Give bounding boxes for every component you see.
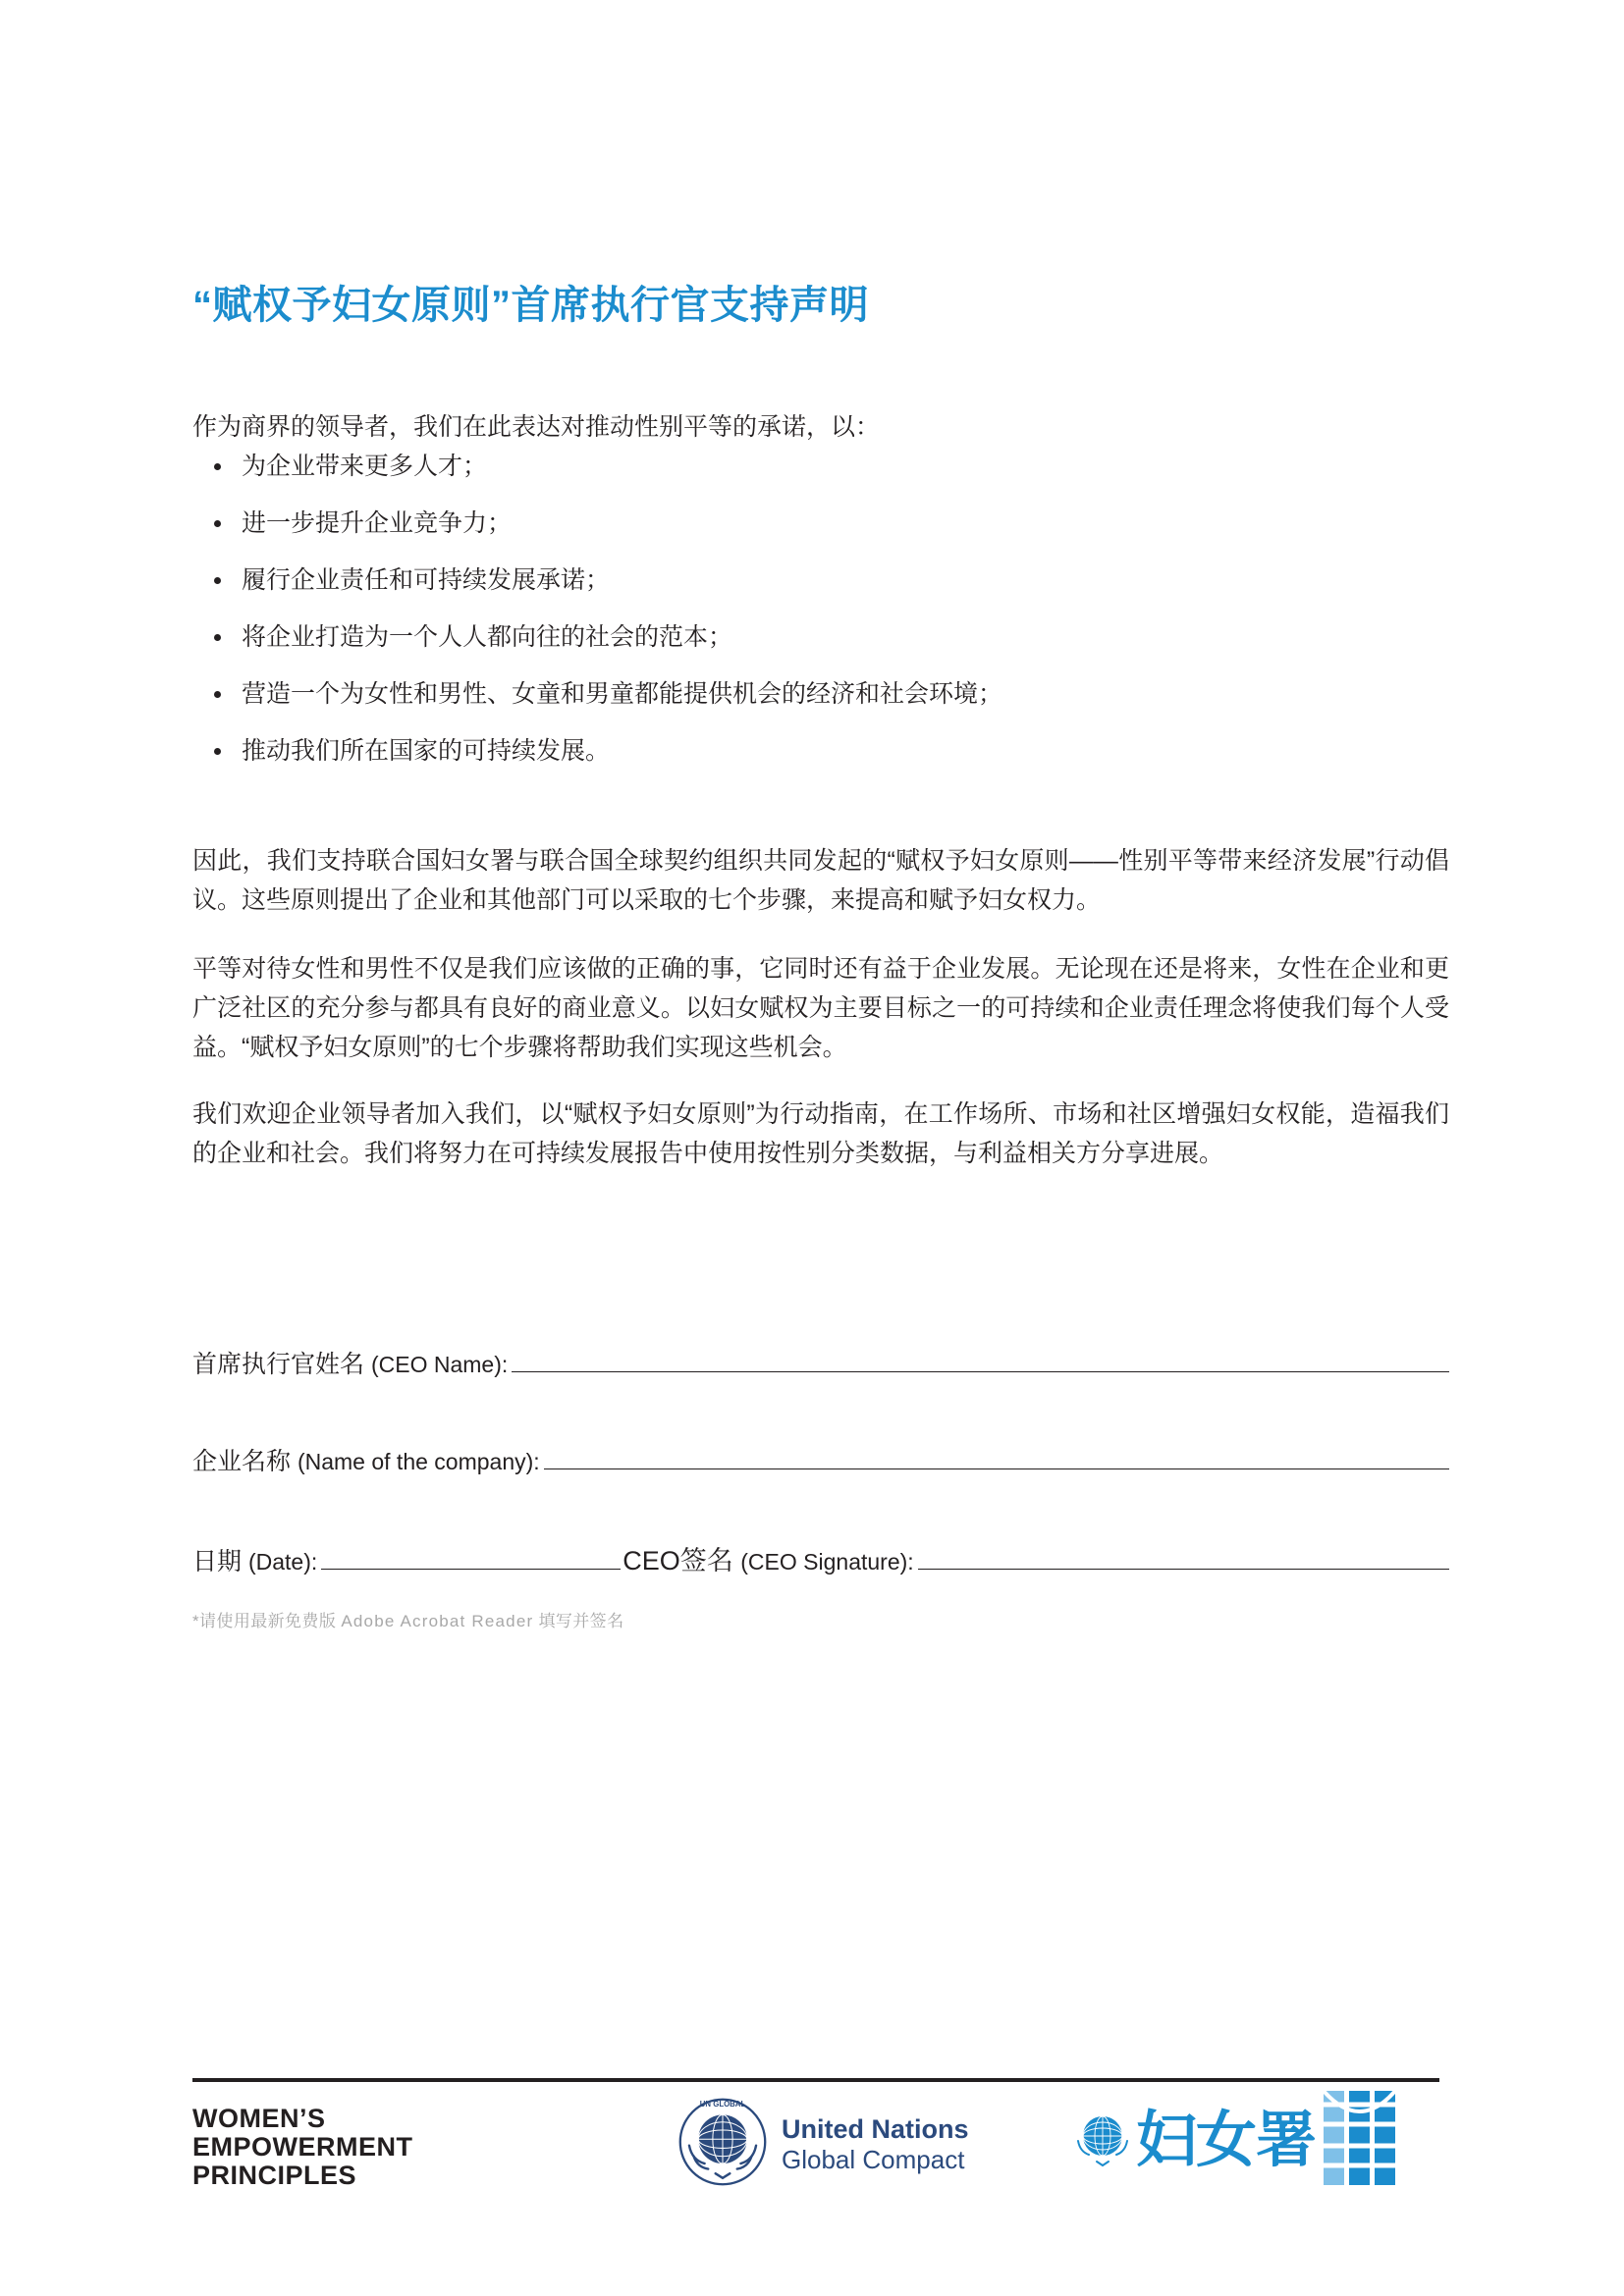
un-women-wordmark: 妇女署	[1136, 2106, 1317, 2174]
bullet-icon	[214, 748, 221, 755]
ungc-line-1: United Nations	[782, 2113, 969, 2144]
company-name-row	[192, 1442, 1449, 1477]
list-item	[192, 450, 1449, 483]
un-women-bars-icon	[1322, 2091, 1398, 2190]
footnote: *请使用最新免费版 Adobe Acrobat Reader 填写并签名	[192, 1612, 624, 1630]
date-label: 日期 (Date):	[192, 1548, 318, 1575]
intro-paragraph: 作为商界的领导者，我们在此表达对推动性别平等的承诺，以：	[192, 413, 881, 441]
bullet-icon	[214, 577, 221, 584]
ungc-line-2: Global Compact	[782, 2144, 965, 2174]
list-item	[192, 677, 1449, 711]
commitments-list	[192, 450, 1449, 791]
date-signature-row	[192, 1539, 1449, 1577]
list-item-label: 营造一个为女性和男性、女童和男童都能提供机会的经济和社会环境；	[242, 680, 1003, 708]
body-paragraph-3: 我们欢迎企业领导者加入我们，以“赋权予妇女原则”为行动指南，在工作场所、市场和社区增强妇女权能，造福我们的企业和社会。我们将努力在可持续发展报告中使用按性别分类数据，与利益相关方分享进展。	[192, 1100, 1449, 1167]
un-women-emblem-icon	[1073, 2109, 1132, 2172]
un-emblem-icon	[677, 2097, 768, 2192]
un-global-compact-wordmark	[782, 2114, 969, 2175]
date-input[interactable]	[321, 1549, 621, 1570]
company-name-input[interactable]	[544, 1449, 1449, 1469]
list-item-label: 将企业打造为一个人人都向往的社会的范本；	[242, 623, 733, 651]
wep-logo-line-3: PRINCIPLES	[192, 2161, 357, 2190]
wep-logo	[192, 2105, 413, 2190]
ceo-name-label: 首席执行官姓名 (CEO Name):	[192, 1351, 509, 1378]
body-paragraph-2: 平等对待女性和男性不仅是我们应该做的正确的事，它同时还有益于企业发展。无论现在还是将来，女性在企业和更广泛社区的充分参与都具有良好的商业意义。以妇女赋权为主要目标之一的可持续和企业责任理念将使我们每个人受益。“赋权予妇女原则”的七个步骤将帮助我们实现这些机会。	[192, 955, 1449, 1061]
body-paragraph-1: 因此，我们支持联合国妇女署与联合国全球契约组织共同发起的“赋权予妇女原则——性别平等带来经济发展”行动倡议。这些原则提出了企业和其他部门可以采取的七个步骤，来提高和赋予妇女权力。	[192, 847, 1449, 914]
bullet-icon	[214, 463, 221, 470]
list-item-label: 履行企业责任和可持续发展承诺；	[242, 566, 611, 594]
list-item	[192, 563, 1449, 597]
list-item-label: 进一步提升企业竞争力；	[242, 509, 513, 537]
bullet-icon	[214, 691, 221, 698]
list-item-label: 为企业带来更多人才；	[242, 453, 488, 480]
company-name-label: 企业名称 (Name of the company):	[192, 1448, 540, 1475]
page-title: “赋权予妇女原则”首席执行官支持声明	[192, 283, 869, 327]
ceo-signature-input[interactable]	[918, 1549, 1449, 1570]
ceo-signature-label: CEO签名 (CEO Signature):	[623, 1546, 914, 1575]
page-footer	[0, 2065, 1624, 2262]
bullet-icon	[214, 634, 221, 641]
wep-logo-line-2: EMPOWERMENT	[192, 2132, 413, 2162]
svg-text:UN GLOBAL: UN GLOBAL	[699, 2100, 746, 2109]
footer-divider	[192, 2078, 1439, 2082]
signature-form	[192, 1345, 1449, 1639]
list-item-label: 推动我们所在国家的可持续发展。	[242, 737, 611, 765]
list-item	[192, 620, 1449, 654]
un-global-compact-logo	[677, 2097, 969, 2192]
ceo-name-row	[192, 1345, 1449, 1380]
list-item	[192, 507, 1449, 540]
wep-logo-line-1: WOMEN’S	[192, 2104, 326, 2133]
un-women-logo	[1073, 2091, 1398, 2190]
ceo-name-input[interactable]	[512, 1352, 1449, 1372]
bullet-icon	[214, 520, 221, 527]
list-item	[192, 734, 1449, 768]
